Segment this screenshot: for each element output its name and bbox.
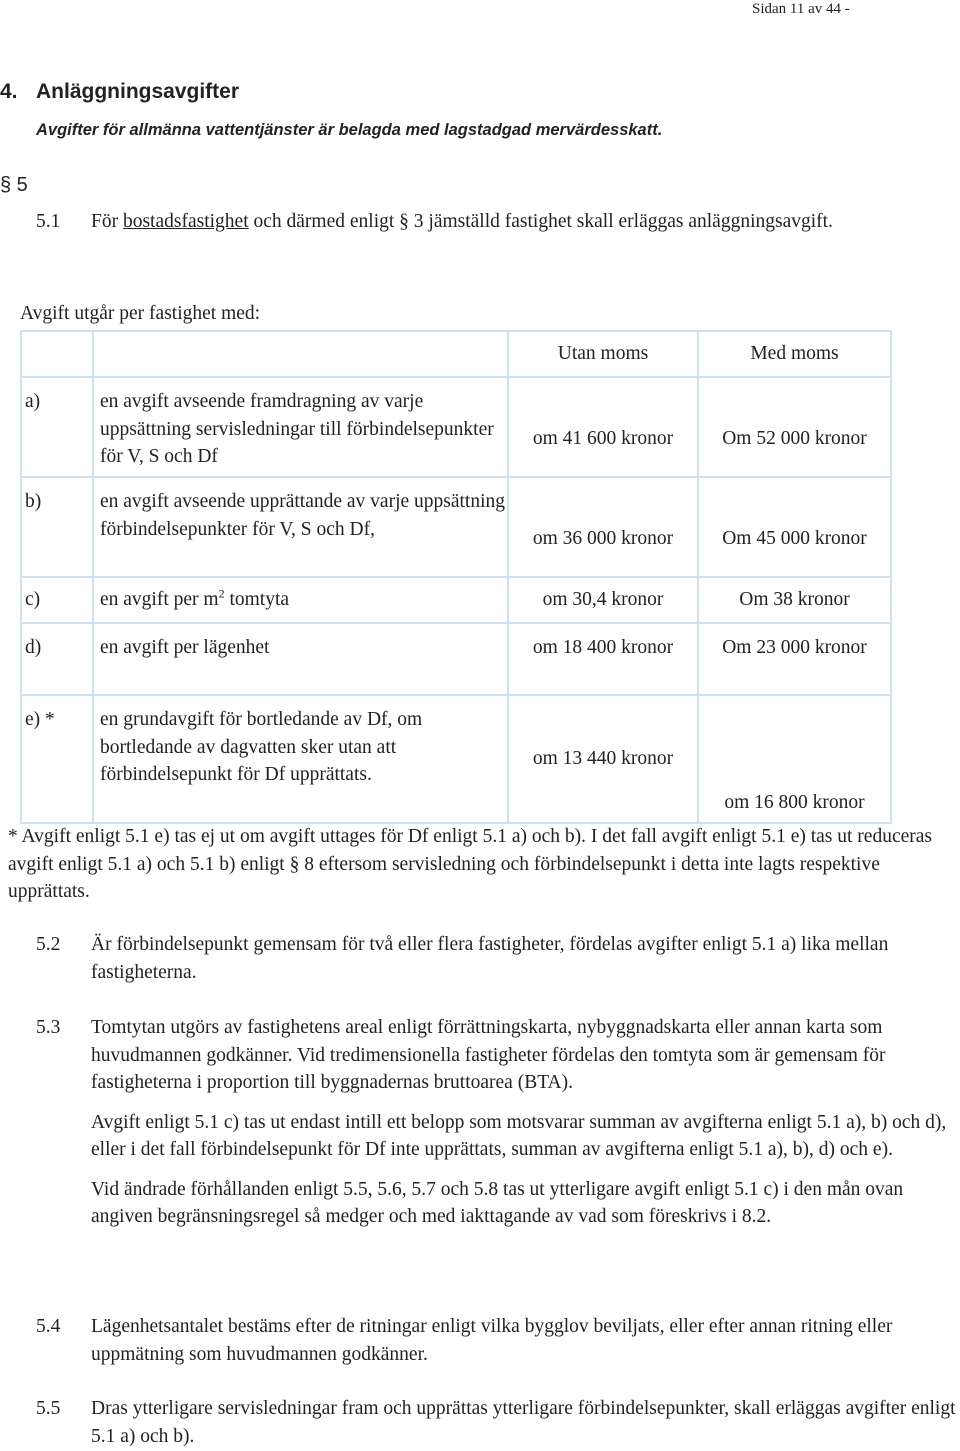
table-row — [21, 623, 891, 695]
paragraph-number: 5.2 — [36, 934, 61, 955]
paragraph-5-5: 5.5 Dras ytterligare servisledningar fram och upprättas ytterligare förbindelsepunkter, skall erläggas avgifter enligt 5.1 a) och b). — [36, 1395, 958, 1450]
footnote: * Avgift enligt 5.1 e) tas ej ut om avgift uttages för Df enligt 5.1 a) och b). I det fall avgift enligt 5.1 e) tas ut reduceras avgift enligt 5.1 a) och 5.1 b) enligt § 8 eftersom servisledning och förbindelsepunkt i detta inte lagts respektive upprättats. — [8, 826, 932, 902]
row-incl-vat: Om 45 000 kronor — [698, 477, 891, 577]
row-description: en grundavgift för bortledande av Df, om bortledande av dagvatten sker utan att förbindelsepunkt för Df upprättats. — [93, 695, 508, 823]
row-label: a) — [21, 377, 93, 477]
row-incl-vat: Om 38 kronor — [698, 577, 891, 623]
paragraph-5-1: 5.1 För bostadsfastighet och därmed enligt § 3 jämställd fastighet skall erläggas anläggningsavgift. — [36, 208, 958, 236]
paragraph-number: 5.1 — [36, 211, 61, 232]
row-excl-vat: om 13 440 kronor — [508, 695, 698, 823]
section-heading — [0, 78, 239, 106]
row-excl-vat: om 36 000 kronor — [508, 477, 698, 577]
row-label: b) — [21, 477, 93, 577]
row-excl-vat: om 30,4 kronor — [508, 577, 698, 623]
row-incl-vat: Om 52 000 kronor — [698, 377, 891, 477]
table-row — [21, 695, 891, 823]
table-header-row — [21, 331, 891, 377]
heading-title: Anläggningsavgifter — [36, 80, 240, 103]
row-label: e) * — [21, 695, 93, 823]
fee-table — [20, 330, 892, 824]
paragraph-5-2: 5.2 Är förbindelsepunkt gemensam för två eller flera fastigheter, fördelas avgifter enligt 5.1 a) lika mellan fastigheterna. — [36, 931, 958, 986]
row-incl-vat: Om 23 000 kronor — [698, 623, 891, 695]
heading-number: 4. — [0, 80, 18, 103]
row-excl-vat: om 41 600 kronor — [508, 377, 698, 477]
row-description: en avgift avseende framdragning av varje uppsättning servisledningar till förbindelsepunkter för V, S och Df — [93, 377, 508, 477]
paragraph-5-3: 5.3 Tomtytan utgörs av fastighetens areal enligt förrättningskarta, nybyggnadskarta eller annan karta som huvudmannen godkänner. Vid tredimensionella fastigheter fördelas den tomtyta som är gemensam för fastigheterna i proportion till byggnadernas bruttoarea (BTA). Avgift enligt 5.1 c) tas ut endast intill ett belopp som motsvarar summan av avgifterna enligt 5.1 a), b) och d), eller i det fall förbindelsepunkt för Df inte upprättats, summan av avgifterna enligt 5.1 a), b), d) och e). Vid ändrade förhållanden enligt 5.5, 5.6, 5.7 och 5.8 tas ut ytterligare avgift enligt 5.1 c) i den mån ovan angiven begränsningsregel så medger och med iakttagande av vad som föreskrivs i 8.2. — [36, 1014, 958, 1231]
paragraph-number: 5.4 — [36, 1316, 61, 1337]
page-header: Sidan 11 av 44 - — [752, 1, 850, 17]
table-row — [21, 477, 891, 577]
row-excl-vat: om 18 400 kronor — [508, 623, 698, 695]
row-label: c) — [21, 577, 93, 623]
header-excl-vat: Utan moms — [508, 331, 698, 377]
table-intro: Avgift utgår per fastighet med: — [20, 303, 261, 324]
vat-note: Avgifter för allmänna vattentjänster är belagda med lagstadgad mervärdesskatt. — [36, 121, 663, 139]
row-incl-vat: om 16 800 kronor — [698, 695, 891, 823]
row-description: en avgift per lägenhet — [93, 623, 508, 695]
table-row — [21, 577, 891, 623]
paragraph-number: 5.3 — [36, 1017, 61, 1038]
row-description: en avgift avseende upprättande av varje uppsättning förbindelsepunkter för V, S och Df, — [93, 477, 508, 577]
row-label: d) — [21, 623, 93, 695]
table-row — [21, 377, 891, 477]
bostadsfastighet-link[interactable]: bostadsfastighet — [122, 211, 249, 232]
paragraph-number: 5.5 — [36, 1398, 61, 1419]
row-description: en avgift per $m^2$ tomtyta — [93, 577, 508, 623]
section-symbol: § 5 — [0, 174, 28, 196]
paragraph-5-4: 5.4 Lägenhetsantalet bestäms efter de ritningar enligt vilka bygglov beviljats, eller efter annan ritning eller uppmätning som huvudmannen godkänner. — [36, 1313, 958, 1368]
header-incl-vat: Med moms — [698, 331, 891, 377]
